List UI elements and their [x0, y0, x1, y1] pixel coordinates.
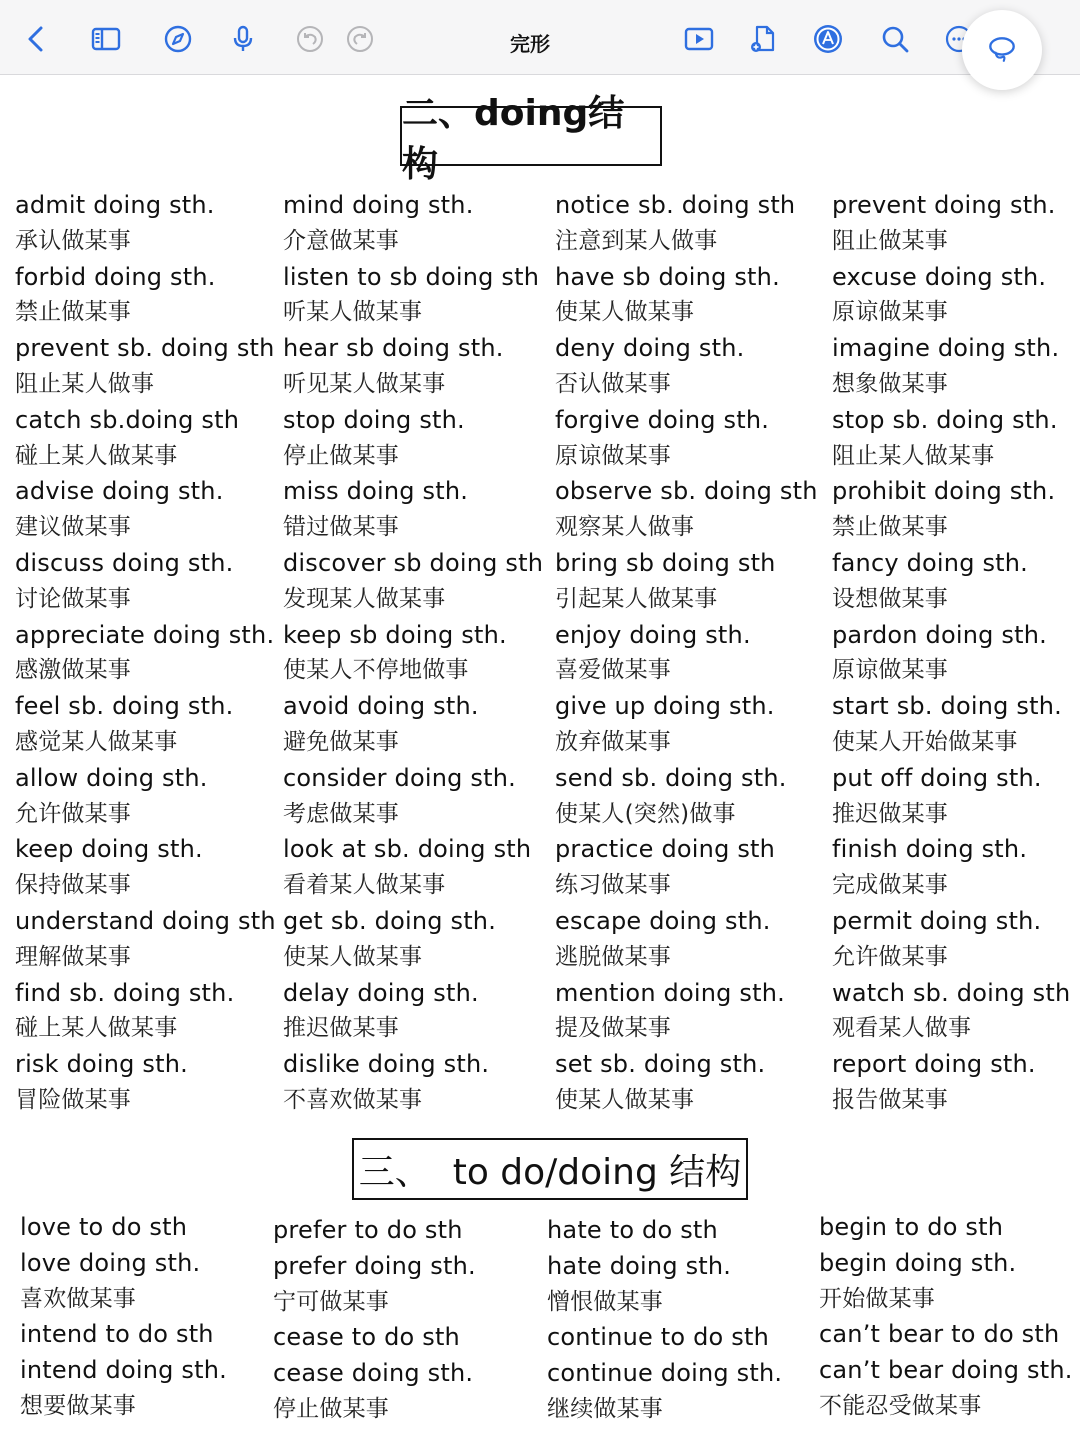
phrase-english: imagine doing sth. [832, 334, 1060, 363]
phrase-english: love doing sth. [20, 1248, 201, 1277]
phrase-english: miss doing sth. [283, 477, 469, 506]
phrase-chinese: 观察某人做事 [555, 514, 695, 541]
phrase-chinese: 完成做某事 [832, 872, 948, 899]
play-icon[interactable] [682, 22, 716, 56]
phrase-english: permit doing sth. [832, 906, 1042, 935]
phrase-chinese: 否认做某事 [555, 370, 671, 397]
phrase-chinese: 设想做某事 [832, 585, 948, 612]
phrase-english: notice sb. doing sth [555, 191, 796, 219]
phrase-chinese: 引起某人做某事 [555, 585, 718, 612]
phrase-chinese: 喜欢做某事 [20, 1285, 136, 1312]
phrase-chinese: 使某人做某事 [283, 943, 423, 970]
phrase-chinese: 听某人做某事 [283, 299, 423, 326]
phrase-chinese: 使某人不停地做事 [283, 657, 469, 684]
phrase-english: continue to do sth [547, 1323, 769, 1352]
phrase-english: mention doing sth. [555, 978, 785, 1007]
phrase-chinese: 禁止做某事 [15, 299, 131, 326]
doing-structure-grid [0, 188, 1080, 1119]
phrase-english: cease to do sth [273, 1323, 460, 1352]
phrase-english: deny doing sth. [555, 334, 745, 363]
phrase-chinese: 原谅做某事 [832, 657, 948, 684]
phrase-chinese: 感觉某人做某事 [15, 728, 178, 755]
phrase-english: hate doing sth. [547, 1251, 732, 1280]
phrase-chinese: 逃脱做某事 [555, 943, 671, 970]
phrase-english: intend doing sth. [20, 1356, 227, 1385]
column-2 [283, 188, 555, 1119]
phrase-english: understand doing sth [15, 906, 276, 935]
phrase-chinese: 使某人开始做某事 [832, 728, 1018, 755]
phrase-chinese: 碰上某人做某事 [15, 1015, 178, 1042]
phrase-chinese: 放弃做某事 [555, 728, 671, 755]
phrase-chinese: 停止做某事 [283, 442, 399, 469]
phrase-english: forbid doing sth. [15, 262, 216, 291]
phrase-chinese: 阻止某人做某事 [832, 442, 995, 469]
phrase-english: prevent sb. doing sth [15, 334, 275, 363]
phrase-english: consider doing sth. [283, 763, 516, 792]
phrase-english: have sb doing sth. [555, 262, 780, 291]
phrase-english: feel sb. doing sth. [15, 692, 234, 721]
column-1 [0, 1210, 273, 1428]
column-2 [273, 1210, 547, 1428]
phrase-chinese: 感激做某事 [15, 657, 131, 684]
phrase-english: escape doing sth. [555, 906, 771, 935]
phrase-chinese: 保持做某事 [15, 872, 131, 899]
phrase-chinese: 理解做某事 [15, 943, 131, 970]
phrase-english: appreciate doing sth. [15, 620, 275, 649]
phrase-english: hate to do sth [547, 1216, 718, 1244]
phrase-english: risk doing sth. [15, 1050, 188, 1079]
to-do-doing-grid [0, 1210, 1080, 1428]
section-3-title [352, 1138, 748, 1200]
phrase-chinese: 阻止某人做事 [15, 370, 155, 397]
phrase-english: give up doing sth. [555, 692, 775, 721]
phrase-english: finish doing sth. [832, 835, 1028, 864]
phrase-chinese: 使某人做某事 [555, 1086, 695, 1113]
phrase-chinese: 使某人做某事 [555, 299, 695, 326]
phrase-chinese: 承认做某事 [15, 227, 131, 254]
phrase-chinese: 练习做某事 [555, 872, 671, 899]
phrase-chinese: 听见某人做某事 [283, 370, 446, 397]
lasso-icon[interactable] [962, 10, 1042, 90]
section-3-title-main: to do/doing 结构 [452, 1151, 742, 1193]
phrase-english: begin to do sth [819, 1213, 1004, 1241]
phrase-chinese: 开始做某事 [819, 1285, 935, 1312]
phrase-chinese: 推迟做某事 [832, 800, 948, 827]
phrase-chinese: 报告做某事 [832, 1086, 948, 1113]
phrase-english: discover sb doing sth [283, 548, 544, 577]
phrase-english: set sb. doing sth. [555, 1050, 766, 1079]
phrase-english: delay doing sth. [283, 978, 479, 1007]
phrase-english: fancy doing sth. [832, 548, 1029, 577]
phrase-chinese: 碰上某人做某事 [15, 442, 178, 469]
phrase-chinese: 推迟做某事 [283, 1015, 399, 1042]
phrase-english: can’t bear doing sth. [819, 1356, 1073, 1385]
phrase-english: intend to do sth [20, 1320, 214, 1349]
phrase-chinese: 憎恨做某事 [547, 1288, 663, 1315]
phrase-english: report doing sth. [832, 1050, 1036, 1079]
phrase-english: enjoy doing sth. [555, 620, 751, 649]
phrase-english: advise doing sth. [15, 477, 224, 506]
search-icon[interactable] [878, 22, 912, 56]
phrase-english: hear sb doing sth. [283, 334, 504, 363]
phrase-chinese: 介意做某事 [283, 227, 399, 254]
toolbar [0, 0, 1080, 75]
phrase-chinese: 考虑做某事 [283, 800, 399, 827]
phrase-english: admit doing sth. [15, 191, 215, 219]
phrase-chinese: 原谅做某事 [832, 299, 948, 326]
column-3 [555, 188, 832, 1119]
phrase-chinese: 发现某人做某事 [283, 585, 446, 612]
undo-icon[interactable] [293, 22, 327, 56]
phrase-english: watch sb. doing sth [832, 978, 1071, 1007]
phrase-english: allow doing sth. [15, 763, 208, 792]
phrase-chinese: 看着某人做某事 [283, 872, 446, 899]
phrase-english: mind doing sth. [283, 191, 474, 219]
compass-icon[interactable] [161, 22, 195, 56]
phrase-english: discuss doing sth. [15, 548, 234, 577]
phrase-english: keep doing sth. [15, 835, 203, 864]
redo-icon[interactable] [343, 22, 377, 56]
phrase-chinese: 允许做某事 [15, 800, 131, 827]
phrase-english: find sb. doing sth. [15, 978, 235, 1007]
phrase-english: prefer to do sth [273, 1216, 463, 1244]
phrase-chinese: 建议做某事 [15, 514, 131, 541]
phrase-chinese: 想要做某事 [20, 1392, 136, 1419]
phrase-english: prefer doing sth. [273, 1251, 476, 1280]
phrase-english: forgive doing sth. [555, 405, 770, 434]
phrase-chinese: 允许做某事 [832, 943, 948, 970]
section-2-title: 二、doing结构 [400, 106, 662, 166]
back-chevron-icon[interactable] [20, 22, 54, 56]
phrase-english: pardon doing sth. [832, 620, 1047, 649]
phrase-english: prevent doing sth. [832, 191, 1056, 219]
phrase-chinese: 错过做某事 [283, 514, 399, 541]
document-title: 完形 [510, 32, 550, 56]
phrase-english: begin doing sth. [819, 1248, 1017, 1277]
phrase-english: excuse doing sth. [832, 262, 1047, 291]
phrase-chinese: 避免做某事 [283, 728, 399, 755]
phrase-english: continue doing sth. [547, 1359, 783, 1388]
add-page-icon[interactable] [746, 22, 780, 56]
column-1 [0, 188, 283, 1119]
phrase-english: prohibit doing sth. [832, 477, 1056, 506]
phrase-chinese: 注意到某人做事 [555, 227, 718, 254]
phrase-chinese: 冒险做某事 [15, 1086, 131, 1113]
microphone-icon[interactable] [226, 22, 260, 56]
phrase-english: put off doing sth. [832, 763, 1042, 792]
phrase-english: love to do sth [20, 1213, 188, 1241]
pen-icon[interactable] [811, 22, 845, 56]
column-4 [819, 1210, 1080, 1428]
phrase-english: start sb. doing sth. [832, 692, 1062, 721]
phrase-english: can’t bear to do sth [819, 1320, 1060, 1349]
phrase-english: stop sb. doing sth. [832, 405, 1058, 434]
phrase-english: dislike doing sth. [283, 1050, 490, 1079]
phrase-chinese: 使某人(突然)做事 [555, 800, 736, 827]
phrase-chinese: 禁止做某事 [832, 514, 948, 541]
phrase-english: practice doing sth [555, 835, 776, 864]
phrase-english: bring sb doing sth [555, 548, 776, 577]
phrase-chinese: 讨论做某事 [15, 585, 131, 612]
phrase-english: send sb. doing sth. [555, 763, 787, 792]
phrase-chinese: 不能忍受做某事 [819, 1392, 982, 1419]
phrase-chinese: 不喜欢做某事 [283, 1086, 423, 1113]
phrase-english: look at sb. doing sth [283, 835, 532, 864]
phrase-chinese: 宁可做某事 [273, 1288, 389, 1315]
phrase-chinese: 继续做某事 [547, 1395, 663, 1422]
phrase-english: catch sb.doing sth [15, 405, 240, 434]
phrase-chinese: 阻止做某事 [832, 227, 948, 254]
sidebar-icon[interactable] [89, 22, 123, 56]
phrase-english: observe sb. doing sth [555, 477, 818, 506]
phrase-english: avoid doing sth. [283, 692, 479, 721]
phrase-chinese: 提及做某事 [555, 1015, 671, 1042]
phrase-english: listen to sb doing sth [283, 262, 540, 291]
column-4 [832, 188, 1080, 1119]
phrase-english: keep sb doing sth. [283, 620, 507, 649]
phrase-chinese: 想象做某事 [832, 370, 948, 397]
phrase-chinese: 停止做某事 [273, 1395, 389, 1422]
column-3 [547, 1210, 819, 1428]
section-3-title-prefix: 三、 [358, 1151, 431, 1193]
phrase-chinese: 喜爱做某事 [555, 657, 671, 684]
phrase-english: stop doing sth. [283, 405, 465, 434]
phrase-chinese: 原谅做某事 [555, 442, 671, 469]
phrase-english: cease doing sth. [273, 1359, 474, 1388]
phrase-chinese: 观看某人做事 [832, 1015, 972, 1042]
phrase-english: get sb. doing sth. [283, 906, 497, 935]
